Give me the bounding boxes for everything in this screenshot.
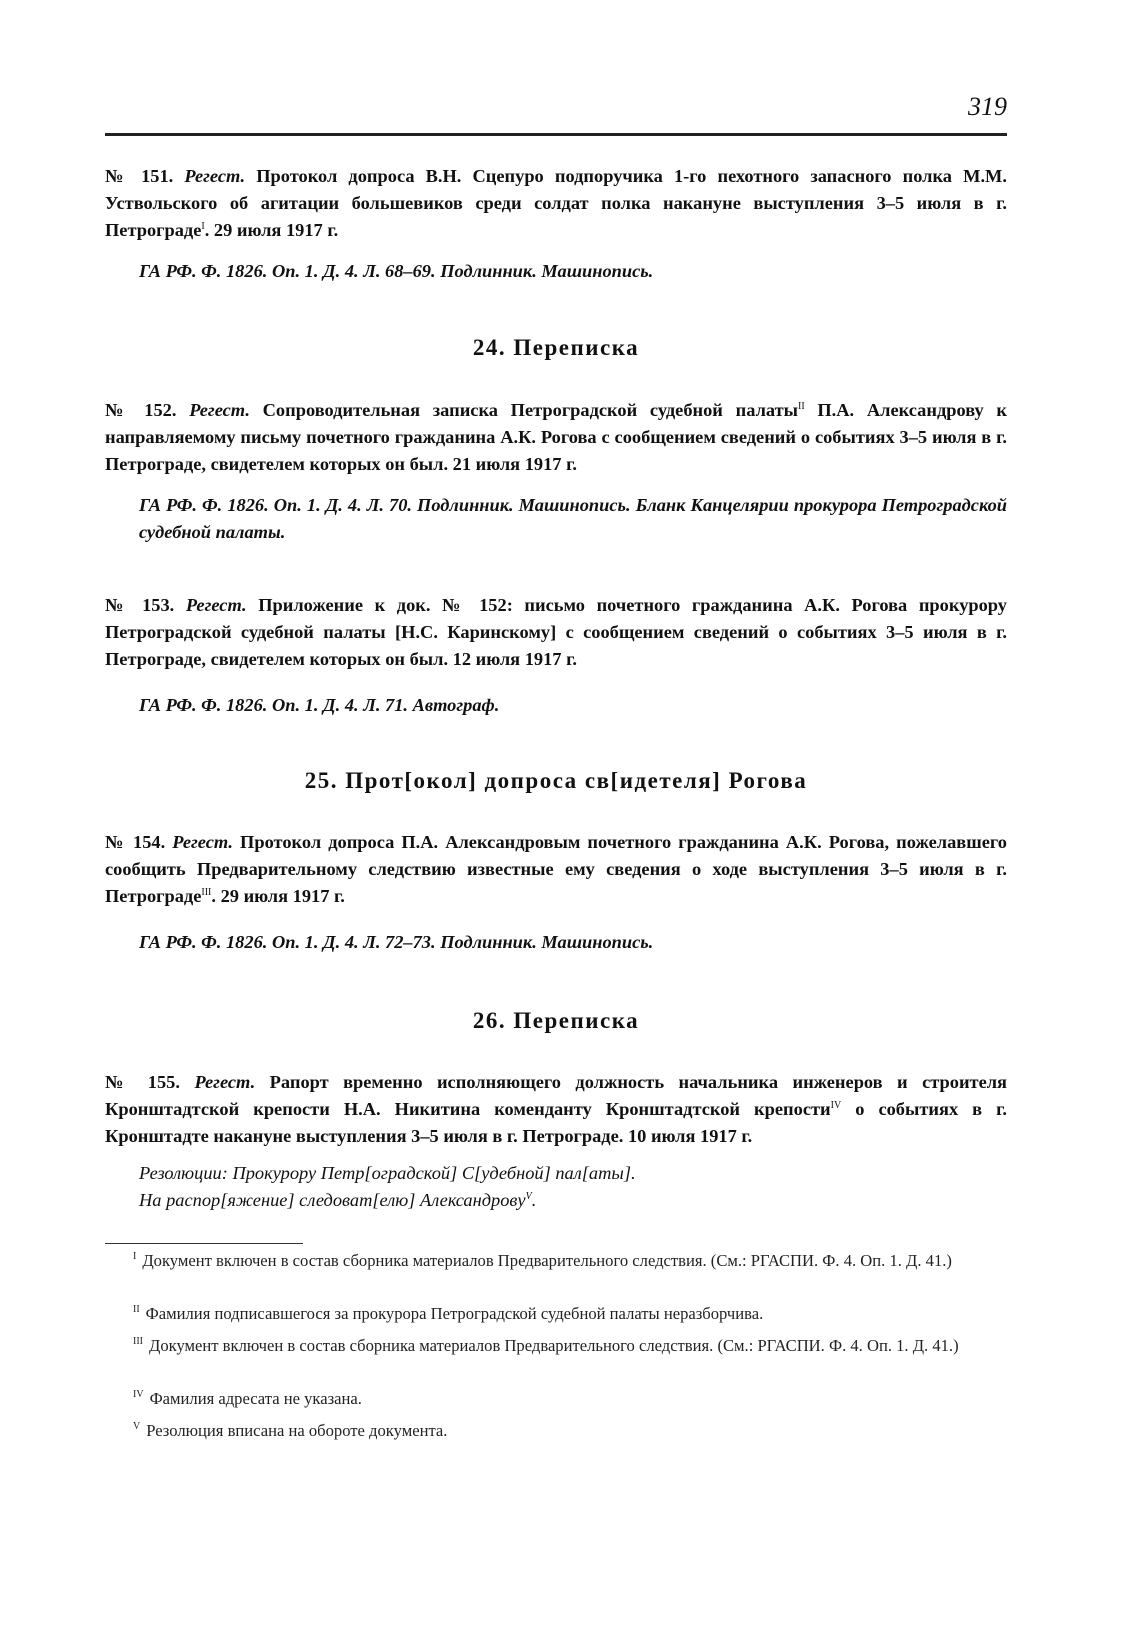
footnote-ref[interactable]: II bbox=[798, 400, 805, 412]
footnote-text: Документ включен в состав сборника материалов Предварительного следствия. (См.: РГАСПИ. Ф. 4. Оп. 1. Д. 41.) bbox=[149, 1336, 959, 1355]
header-rule bbox=[105, 133, 1007, 136]
entry-label: Регест. bbox=[194, 1072, 256, 1092]
resolution-text: На распор[яжение] следоват[елю] Александрову bbox=[139, 1190, 526, 1210]
entry-155 bbox=[105, 1069, 1007, 1150]
entry-label: Регест. bbox=[189, 400, 250, 420]
footnote-ref[interactable]: III bbox=[201, 886, 212, 898]
entry-text-end: . 29 июля 1917 г. bbox=[204, 220, 339, 240]
footnote-ref[interactable]: I bbox=[201, 220, 205, 232]
footnote-mark: II bbox=[133, 1304, 140, 1316]
footnote-text: Документ включен в состав сборника материалов Предварительного следствия. (См.: РГАСПИ. Ф. 4. Оп. 1. Д. 41.) bbox=[142, 1251, 952, 1270]
entry-text: Протокол допроса П.А. Александровым почетного гражданина А.К. Рогова, пожелавшего сообщить Предварительному следствию известные ему сведения о ходе выступления 3–5 июля в г. Петрограде bbox=[105, 832, 1007, 906]
entry-153 bbox=[105, 592, 1007, 673]
entry-text: Приложение к док. № 152: письмо почетного гражданина А.К. Рогова прокурору Петроградской судебной палаты [Н.С. Каринскому] с сообщением сведений о событиях 3–5 июля в г. Петрограде, свидетелем которых он был. 12 июля 1917 г. bbox=[105, 595, 1007, 669]
footnote-text: Фамилия адресата не указана. bbox=[149, 1389, 362, 1408]
entry-number: № 155. bbox=[105, 1072, 180, 1092]
footnote-3 bbox=[105, 1333, 1007, 1358]
entry-label: Регест. bbox=[172, 832, 233, 852]
entry-text: Рапорт временно исполняющего должность начальника инженеров и строителя Кронштадтской крепости Н.А. Никитина коменданту Кронштадтской крепости bbox=[105, 1072, 1008, 1119]
footnote-2 bbox=[105, 1301, 1007, 1326]
resolution-line bbox=[139, 1187, 1007, 1214]
entry-151 bbox=[105, 163, 1007, 244]
footnote-text: Фамилия подписавшегося за прокурора Петроградской судебной палаты неразборчива. bbox=[145, 1304, 764, 1323]
entry-154 bbox=[105, 829, 1007, 910]
footnote-mark: V bbox=[133, 1421, 141, 1433]
footnote-rule bbox=[105, 1243, 303, 1244]
archive-source-151: ГА РФ. Ф. 1826. Оп. 1. Д. 4. Л. 68–69. Подлинник. Машинопись. bbox=[139, 261, 654, 281]
footnote-ref[interactable]: IV bbox=[830, 1099, 842, 1111]
archive-source-153: ГА РФ. Ф. 1826. Оп. 1. Д. 4. Л. 71. Автограф. bbox=[139, 695, 500, 715]
footnote-mark: IV bbox=[133, 1389, 144, 1401]
footnote-mark: I bbox=[133, 1251, 137, 1263]
entry-152 bbox=[105, 397, 1007, 478]
footnote-4 bbox=[105, 1386, 1007, 1411]
entry-text-end: . 29 июля 1917 г. bbox=[211, 886, 345, 906]
entry-text: Протокол допроса В.Н. Сцепуро подпоручика 1-го пехотного запасного полка М.М. Уствольского об агитации большевиков среди солдат полка накануне выступления 3–5 июля в г. Петрограде bbox=[105, 166, 1007, 240]
entry-number: № 152. bbox=[105, 400, 177, 420]
archive-source-154: ГА РФ. Ф. 1826. Оп. 1. Д. 4. Л. 72–73. Подлинник. Машинопись. bbox=[139, 932, 654, 952]
entry-label: Регест. bbox=[185, 595, 247, 615]
footnote-text: Резолюция вписана на обороте документа. bbox=[146, 1421, 448, 1440]
entry-number: № 154. bbox=[105, 832, 166, 852]
section-title-25: 25. Прот[окол] допроса св[идетеля] Рогова bbox=[304, 768, 808, 793]
resolution-155 bbox=[139, 1160, 1007, 1214]
archive-source-152: ГА РФ. Ф. 1826. Оп. 1. Д. 4. Л. 70. Подлинник. Машинопись. Бланк Канцелярии прокурора Петроградской судебной палаты. bbox=[139, 495, 1007, 542]
section-title-26: 26. Переписка bbox=[472, 1008, 640, 1033]
resolution-end: . bbox=[531, 1190, 537, 1210]
entry-label: Регест. bbox=[184, 166, 246, 186]
page-number: 319 bbox=[968, 92, 1007, 121]
entry-number: № 151. bbox=[105, 166, 174, 186]
entry-number: № 153. bbox=[105, 595, 175, 615]
entry-text-end: П.А. Александрову к направляемому письму почетного гражданина А.К. Рогова с сообщением сведений о событиях 3–5 июля в г. Петрограде, свидетелем которых он был. 21 июля 1917 г. bbox=[105, 400, 1008, 474]
footnote-5 bbox=[105, 1418, 1007, 1443]
footnote-mark: III bbox=[133, 1336, 143, 1348]
resolution-line: Резолюции: Прокурору Петр[оградской] С[удебной] пал[аты]. bbox=[139, 1163, 636, 1183]
entry-text: Сопроводительная записка Петроградской судебной палаты bbox=[262, 400, 798, 420]
footnote-ref[interactable]: V bbox=[525, 1190, 532, 1202]
entry-text-end: о событиях в г. Кронштадте накануне выступления 3–5 июля в г. Петрограде. 10 июля 1917 г. bbox=[105, 1099, 1008, 1146]
footnote-1 bbox=[105, 1248, 1007, 1273]
section-title-24: 24. Переписка bbox=[472, 335, 640, 360]
